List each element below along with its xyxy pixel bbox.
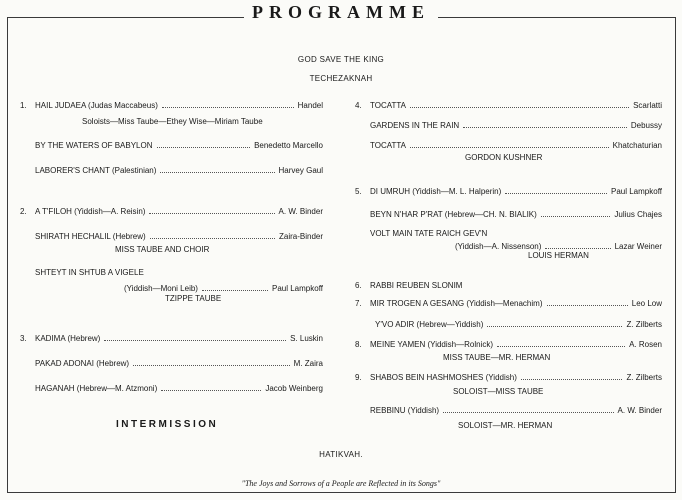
piece-title: MIR TROGEN A GESANG (Yiddish—Menachim) (370, 299, 543, 308)
composer: Zaira-Binder (278, 232, 323, 241)
performers-line: Soloists—Miss Taube—Ethey Wise—Miriam Taube (82, 117, 263, 126)
item-number: 5. (355, 187, 362, 196)
item-a-tfiloh (20, 207, 323, 216)
leader-dots (161, 390, 261, 391)
item-shteyt-in-shtub: SHTEYT IN SHTUB A VIGELE (35, 268, 144, 277)
piece-title: LABORER'S CHANT (Palestinian) (35, 166, 157, 175)
leader-dots (521, 379, 623, 380)
composer: Scarlatti (633, 101, 662, 110)
piece-title: TOCATTA (370, 141, 406, 150)
item-shteyt-in-shtub-credit (124, 284, 323, 293)
leader-dots (463, 127, 627, 128)
composer: Z. Zilberts (626, 373, 662, 382)
item-meine-yamen (355, 340, 662, 349)
item-gardens-in-the-rain (370, 121, 662, 130)
item-shabos-bein-hashmoshes (355, 373, 662, 382)
leader-dots (497, 346, 625, 347)
piece-title: PAKAD ADONAI (Hebrew) (35, 359, 130, 368)
item-volt-main-tate-credit (455, 242, 662, 251)
composer: Z. Zilberts (626, 320, 662, 329)
composer: S. Luskin (290, 334, 323, 343)
composer: Paul Lampkoff (272, 284, 323, 293)
intermission-heading: INTERMISSION (116, 419, 219, 430)
piece-title: RABBI REUBEN SLONIM (370, 281, 463, 290)
leader-dots (443, 412, 613, 413)
item-number: 7. (355, 299, 362, 308)
performers-line: GORDON KUSHNER (465, 153, 543, 162)
composer: A. Rosen (629, 340, 662, 349)
piece-title: KADIMA (Hebrew) (35, 334, 101, 343)
item-number: 3. (20, 334, 27, 343)
footer-motto: "The Joys and Sorrows of a People are Reflected in its Songs" (241, 479, 441, 488)
item-beyn-nhar-prat (370, 210, 662, 219)
composer: Khatchaturian (612, 141, 662, 150)
composer: Benedetto Marcello (254, 141, 323, 150)
leader-dots (162, 107, 294, 108)
leader-dots (149, 213, 274, 214)
leader-dots (545, 248, 610, 249)
composer: A. W. Binder (617, 406, 662, 415)
item-number: 4. (355, 101, 362, 110)
performers-line: LOUIS HERMAN (528, 251, 589, 260)
piece-credit: (Yiddish—A. Nissenson) (455, 242, 542, 251)
composer: Harvey Gaul (278, 166, 323, 175)
closing-anthem-hatikvah: HATIKVAH. (319, 450, 363, 459)
leader-dots (410, 147, 609, 148)
item-by-the-waters-of-babylon (35, 141, 323, 150)
item-laborers-chant (35, 166, 323, 175)
item-pakad-adonai (35, 359, 323, 368)
piece-title: SHABOS BEIN HASHMOSHES (Yiddish) (370, 373, 517, 382)
composer: Jacob Weinberg (265, 384, 323, 393)
performers-line: TZIPPE TAUBE (165, 294, 222, 303)
leader-dots (202, 290, 268, 291)
item-rabbi-reuben-slonim (355, 281, 462, 290)
leader-dots (410, 107, 629, 108)
item-tocatta-scarlatti (355, 101, 662, 110)
item-yvo-adir (375, 320, 662, 329)
item-mir-trogen-a-gesang (355, 299, 662, 308)
piece-title: MEINE YAMEN (Yiddish—Rolnick) (370, 340, 493, 349)
composer: A. W. Binder (278, 207, 323, 216)
item-tocatta-khatchaturian (370, 141, 662, 150)
piece-title: A T'FILOH (Yiddish—A. Reisin) (35, 207, 146, 216)
piece-title: BY THE WATERS OF BABYLON (35, 141, 153, 150)
item-number: 2. (20, 207, 27, 216)
performers-line: MISS TAUBE—MR. HERMAN (443, 353, 551, 362)
piece-title: TOCATTA (370, 101, 406, 110)
item-number: 8. (355, 340, 362, 349)
leader-dots (157, 147, 251, 148)
programme-title: PROGRAMME (0, 2, 682, 23)
composer: Handel (297, 101, 323, 110)
leader-dots (541, 216, 611, 217)
anthem-god-save-the-king: GOD SAVE THE KING (297, 55, 385, 64)
composer: Leo Low (631, 299, 662, 308)
item-hail-judaea (20, 101, 323, 110)
piece-title: HAIL JUDAEA (Judas Maccabeus) (35, 101, 158, 110)
leader-dots (160, 172, 274, 173)
anthem-techezaknah: TECHEZAKNAH (309, 74, 373, 83)
composer: Debussy (630, 121, 662, 130)
item-number: 6. (355, 281, 362, 290)
piece-title: REBBINU (Yiddish) (370, 406, 440, 415)
composer: Paul Lampkoff (611, 187, 662, 196)
leader-dots (487, 326, 622, 327)
piece-title: HAGANAH (Hebrew—M. Atzmoni) (35, 384, 158, 393)
composer: M. Zaira (293, 359, 323, 368)
item-di-umruh (355, 187, 662, 196)
performers-line: MISS TAUBE AND CHOIR (115, 245, 210, 254)
performers-line: SOLOIST—MISS TAUBE (453, 387, 544, 396)
item-kadima (20, 334, 323, 343)
piece-title: GARDENS IN THE RAIN (370, 121, 460, 130)
piece-credit: (Yiddish—Moni Leib) (124, 284, 198, 293)
leader-dots (133, 365, 290, 366)
leader-dots (104, 340, 286, 341)
piece-title: SHIRATH HECHALIL (Hebrew) (35, 232, 146, 241)
leader-dots (505, 193, 607, 194)
composer: Lazar Weiner (614, 242, 662, 251)
performers-line: SOLOIST—MR. HERMAN (458, 421, 553, 430)
leader-dots (150, 238, 275, 239)
item-rebbinu (370, 406, 662, 415)
piece-title: DI UMRUH (Yiddish—M. L. Halperin) (370, 187, 502, 196)
item-volt-main-tate: VOLT MAIN TATE RAICH GEV'N (370, 229, 488, 238)
composer: Julius Chajes (614, 210, 662, 219)
item-haganah (35, 384, 323, 393)
leader-dots (547, 305, 628, 306)
piece-title: BEYN N'HAR P'RAT (Hebrew—CH. N. BIALIK) (370, 210, 537, 219)
item-number: 1. (20, 101, 27, 110)
item-shirath-hechalil (35, 232, 323, 241)
piece-title: Y'VO ADIR (Hebrew—Yiddish) (375, 320, 484, 329)
item-number: 9. (355, 373, 362, 382)
